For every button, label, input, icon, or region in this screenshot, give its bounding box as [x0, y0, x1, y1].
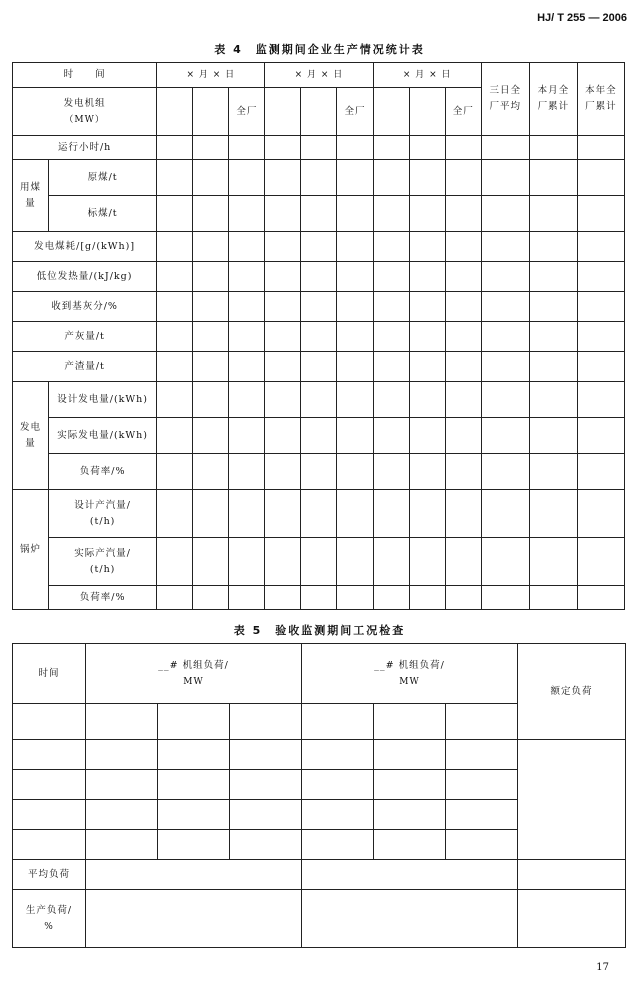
whole-plant-2: 全厂	[337, 88, 373, 136]
month-total-header: 本月全 厂累计	[529, 63, 577, 136]
t5-time-header: 时间	[13, 644, 86, 704]
row-ash-output: 产灰量/t	[13, 322, 157, 352]
three-day-average-header: 三日全 厂平均	[481, 63, 529, 136]
time-header: 时 间	[13, 63, 157, 88]
t5-row-production-load: 生产负荷/ %	[13, 890, 86, 948]
t5-rated-load-header: 额定负荷	[518, 644, 626, 740]
standard-code: HJ/ T 255 — 2006	[537, 12, 627, 24]
date-header-2: × 月 × 日	[265, 63, 373, 88]
boiler-group-label: 锅炉	[13, 490, 49, 610]
row-load-rate: 负荷率/%	[49, 454, 157, 490]
table5	[12, 643, 626, 948]
row-actual-power: 实际发电量/(kWh)	[49, 418, 157, 454]
table4-title: 表 4 监测期间企业生产情况统计表	[214, 43, 425, 56]
row-ash-content: 收到基灰分/%	[13, 292, 157, 322]
coal-group-label: 用煤 量	[13, 160, 49, 232]
row-run-hours: 运行小时/h	[13, 136, 157, 160]
unit-header: 发电机组 （MW）	[13, 88, 157, 136]
row-coal-consumption: 发电煤耗/[g/(kWh)]	[13, 232, 157, 262]
row-design-power: 设计发电量/(kWh)	[49, 382, 157, 418]
date-header-3: × 月 × 日	[373, 63, 481, 88]
row-actual-steam: 实际产汽量/ (t/h)	[49, 538, 157, 586]
t5-unit-load-header-1: __# 机组负荷/ MW	[86, 644, 302, 704]
t5-rated-load-cell	[518, 740, 626, 860]
year-total-header: 本年全 厂累计	[577, 63, 624, 136]
row-low-heat: 低位发热量/(kJ/kg)	[13, 262, 157, 292]
row-design-steam: 设计产汽量/ (t/h)	[49, 490, 157, 538]
t5-unit-load-header-2: __# 机组负荷/ MW	[302, 644, 518, 704]
power-group-label: 发电 量	[13, 382, 49, 490]
row-slag-output: 产渣量/t	[13, 352, 157, 382]
row-boiler-load-rate: 负荷率/%	[49, 586, 157, 610]
row-raw-coal: 原煤/t	[49, 160, 157, 196]
t5-row-avg-load: 平均负荷	[13, 860, 86, 890]
page-number: 17	[596, 962, 609, 973]
whole-plant-1: 全厂	[229, 88, 265, 136]
table5-title: 表 5 验收监测期间工况检查	[233, 624, 406, 637]
whole-plant-3: 全厂	[445, 88, 481, 136]
table4	[12, 62, 625, 610]
row-std-coal: 标煤/t	[49, 196, 157, 232]
date-header-1: × 月 × 日	[157, 63, 265, 88]
